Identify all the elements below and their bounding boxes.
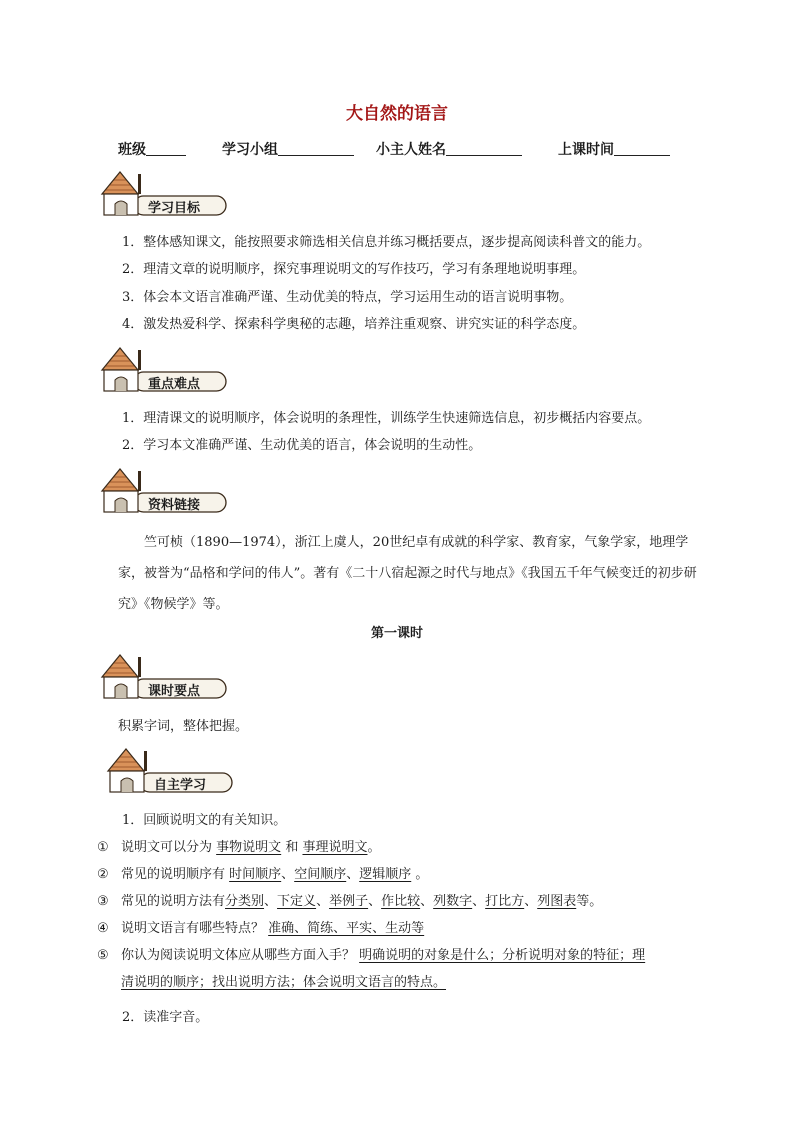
- goal-3: 3．体会本文语言准确严谨、生动优美的特点，学习运用生动的语言说明事物。: [122, 290, 573, 305]
- answer-blank[interactable]: 下定义: [277, 894, 317, 909]
- section-header-self-study: [104, 745, 236, 795]
- answer-blank[interactable]: 空间顺序: [294, 867, 347, 882]
- answer-blank[interactable]: 逻辑顺序: [359, 867, 412, 882]
- answer-blank[interactable]: 举例子: [329, 894, 369, 909]
- section-header-lesson-points: [98, 651, 230, 701]
- question-1: ① 说明文可以分为 事物说明文 和 事理说明文。: [97, 840, 381, 855]
- answer-blank[interactable]: 准确、简练、平实、生动等: [268, 921, 425, 936]
- group-blank[interactable]: [278, 141, 354, 156]
- section-title: 重点难点: [148, 377, 201, 392]
- answer-blank[interactable]: 列图表: [537, 894, 577, 909]
- lesson-title: 第一课时: [370, 626, 423, 641]
- answer-blank[interactable]: 事物说明文: [216, 840, 282, 855]
- answer-blank[interactable]: 分类别: [225, 894, 265, 909]
- section-title: 学习目标: [148, 201, 201, 216]
- answer-blank[interactable]: 打比方: [485, 894, 525, 909]
- goal-2: 2．理清文章的说明顺序，探究事理说明文的写作技巧，学习有条理地说明事理。: [122, 262, 586, 277]
- question-4: ④ 说明文语言有哪些特点？ 准确、简练、平实、生动等: [97, 921, 425, 936]
- self-study-item-1: 1．回顾说明文的有关知识。: [122, 813, 287, 828]
- material-paragraph: 竺可桢（1890—1974），浙江上虞人，20世纪卓有成就的科学家、教育家，气象学家，地理学家，被誉为“品格和学问的伟人”。著有《二十八宿起源之时代与地点》《我国五千年气候变迁的初步研究》《物候学》等。: [118, 535, 697, 612]
- section-title: 课时要点: [148, 684, 201, 699]
- answer-blank[interactable]: 作比较: [381, 894, 421, 909]
- time-blank[interactable]: [614, 141, 670, 156]
- self-study-item-2: 2．读准字音。: [122, 1010, 209, 1025]
- class-blank[interactable]: [146, 141, 186, 156]
- section-header-key: [98, 344, 230, 394]
- section-title: 资料链接: [148, 498, 201, 513]
- host-blank[interactable]: [446, 141, 522, 156]
- key-point-1: 1．理清课文的说明顺序，体会说明的条理性，训练学生快速筛选信息，初步概括内容要点。: [122, 411, 651, 426]
- lesson-points-text: 积累字词，整体把握。: [118, 719, 249, 734]
- answer-blank[interactable]: 清说明的顺序；找出说明方法；体会说明文语言的特点。: [121, 975, 447, 990]
- answer-blank[interactable]: 事理说明文: [302, 840, 368, 855]
- host-field: 小主人姓名: [376, 139, 522, 159]
- section-header-goals: [98, 168, 230, 218]
- page-title: 大自然的语言: [346, 104, 448, 124]
- section-title: 自主学习: [154, 778, 207, 793]
- question-5: ⑤ 你认为阅读说明文体应从哪些方面入手？ 明确说明的对象是什么；分析说明对象的特征；理: [97, 948, 646, 963]
- question-3: ③ 常见的说明方法有分类别、下定义、举例子、作比较、列数字、打比方、列图表等。: [97, 894, 603, 909]
- answer-blank[interactable]: 明确说明的对象是什么；分析说明对象的特征；理: [359, 948, 646, 963]
- answer-blank[interactable]: 列数字: [433, 894, 473, 909]
- time-field: 上课时间: [558, 139, 670, 159]
- question-5-continued: [121, 971, 446, 990]
- section-header-material: [98, 465, 230, 515]
- class-field: 班级: [118, 139, 186, 159]
- group-field: 学习小组: [222, 139, 354, 159]
- goal-4: 4．激发热爱科学、探索科学奥秘的志趣，培养注重观察、讲究实证的科学态度。: [122, 317, 586, 332]
- question-2: ② 常见的说明顺序有 时间顺序、空间顺序、逻辑顺序 。: [97, 867, 429, 882]
- answer-blank[interactable]: 时间顺序: [229, 867, 282, 882]
- key-point-2: 2．学习本文准确严谨、生动优美的语言，体会说明的生动性。: [122, 438, 482, 453]
- goal-1: 1．整体感知课文，能按照要求筛选相关信息并练习概括要点，逐步提高阅读科普文的能力。: [122, 235, 651, 250]
